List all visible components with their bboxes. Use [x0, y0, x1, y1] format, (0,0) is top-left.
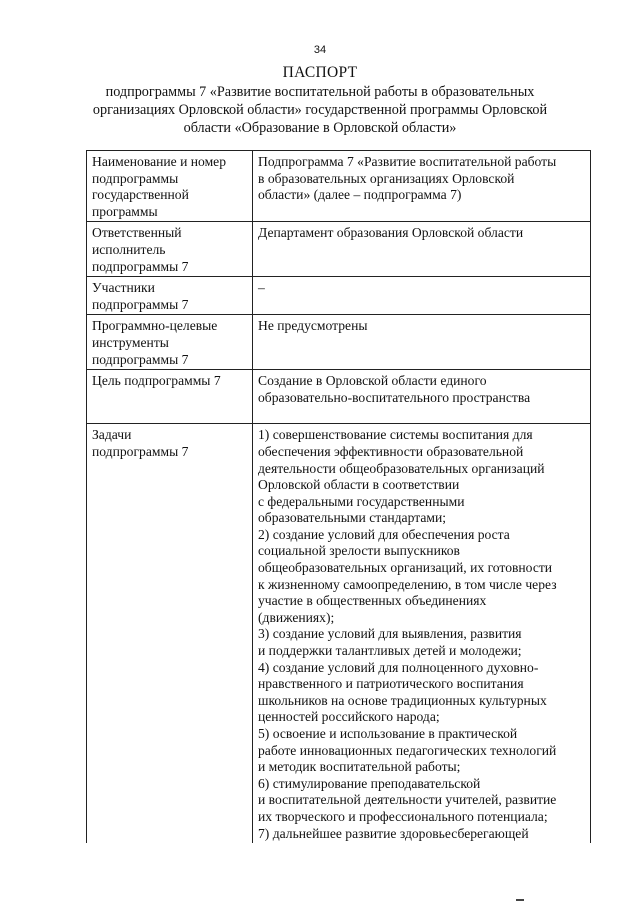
row-label: Ответственный исполнитель подпрограммы 7 [87, 222, 253, 277]
subtitle-line: области «Образование в Орловской области» [183, 120, 457, 136]
row-label: Участники подпрограммы 7 [87, 277, 253, 315]
scan-mark [516, 899, 524, 901]
page-number: 34 [313, 44, 327, 56]
row-label: Программно-целевые инструменты подпрограммы 7 [87, 315, 253, 370]
document-title: ПАСПОРТ [282, 64, 358, 81]
row-value: Создание в Орловской области единого образовательно-воспитательного пространства [253, 370, 591, 424]
table-row-instruments [87, 315, 591, 370]
table-row-tasks [87, 424, 591, 843]
subtitle-line: подпрограммы 7 «Развитие воспитательной работы в образовательных [105, 84, 535, 100]
table-row-name [87, 151, 591, 222]
passport-table [86, 150, 591, 843]
row-label: Задачи подпрограммы 7 [87, 424, 253, 843]
row-value: 1) совершенствование системы воспитания для обеспечения эффективности образовательной деятельности общеобразовательных организаций Орловской области в соответствии с федеральными государственными образовательными стандартами; 2) создание условий для обеспечения роста социальной зрелости выпускников общеобразовательных организаций, их готовности к жизненному самоопределению, в том числе через участие в общественных объединениях (движениях); 3) создание условий для выявления, развития и поддержки талантливых детей и молодежи; 4) создание условий для полноценного духовно- нравственного и патриотического воспитания школьников на основе традиционных культурных ценностей российского народа; 5) освоение и использование в практической работе инновационных педагогических технологий и методик воспитательной работы; 6) стимулирование преподавательской и воспитательной деятельности учителей, развитие их творческого и профессионального потенциала; 7) дальнейшее развитие здоровьесберегающей [253, 424, 591, 843]
subtitle-line: организациях Орловской области» государственной программы Орловской [92, 102, 548, 118]
row-label: Цель подпрограммы 7 [87, 370, 253, 424]
document-subtitle [92, 83, 548, 137]
row-value: Департамент образования Орловской области [253, 222, 591, 277]
table-row-participants [87, 277, 591, 315]
row-value: – [253, 277, 591, 315]
row-value: Не предусмотрены [253, 315, 591, 370]
table-row-goal [87, 370, 591, 424]
row-value: Подпрограмма 7 «Развитие воспитательной работы в образовательных организациях Орловской области» (далее – подпрограмма 7) [253, 151, 591, 222]
table-row-executor [87, 222, 591, 277]
row-label: Наименование и номер подпрограммы государственной программы [87, 151, 253, 222]
